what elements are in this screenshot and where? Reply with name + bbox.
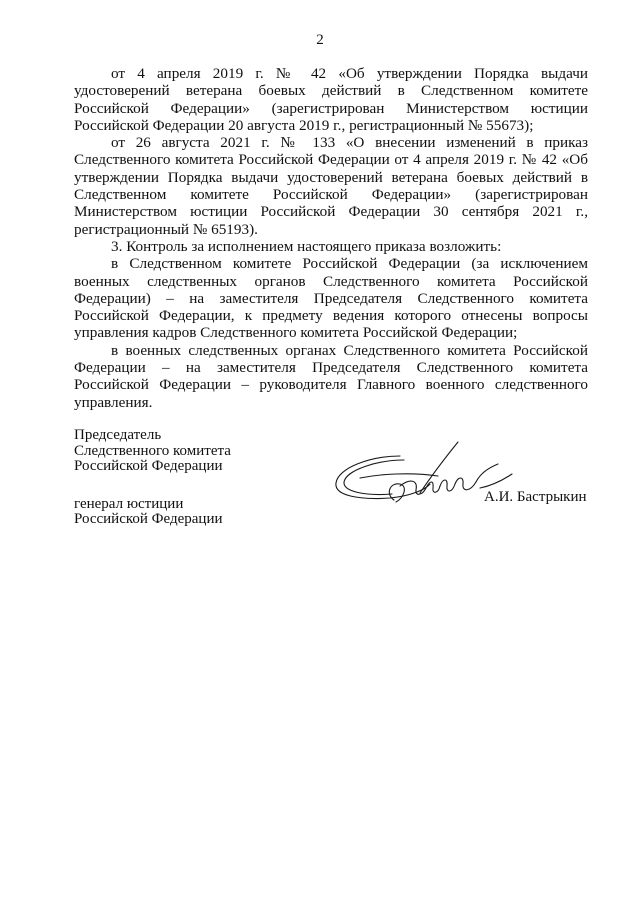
signatory-position: Российской Федерации <box>74 458 223 474</box>
signatory-rank: Российской Федерации <box>74 511 223 527</box>
paragraph: в Следственном комитете Российской Федерации (за исключением военных следственных органов Следственного комитета Российской Федерации) – на заместителя Председателя Следственного комитета Российской Федерации, к предмету ведения которого отнесены вопросы управления кадров Следственного комитета Российской Федерации; <box>74 255 588 342</box>
signatory-rank: генерал юстиции <box>74 495 184 512</box>
signatory-position: Председатель <box>74 427 162 443</box>
paragraph: 3. Контроль за исполнением настоящего приказа возложить: <box>111 237 502 255</box>
document-body <box>74 65 588 411</box>
signer-name: А.И. Бастрыкин <box>484 489 587 505</box>
handwritten-signature <box>330 438 520 518</box>
page-number: 2 <box>316 32 324 48</box>
paragraph: от 4 апреля 2019 г. № 42 «Об утверждении Порядка выдачи удостоверений ветерана боевых действий в Следственном комитете Российской Федерации» (зарегистрирован Министерством юстиции Российской Федерации 20 августа 2019 г., регистрационный № 55673); <box>74 65 588 134</box>
paragraph: в военных следственных органах Следственного комитета Российской Федерации – на заместителя Председателя Следственного комитета Российской Федерации – руководителя Главного военного следственного управления. <box>74 341 588 411</box>
paragraph: от 26 августа 2021 г. № 133 «О внесении изменений в приказ Следственного комитета Российской Федерации от 4 апреля 2019 г. № 42 «Об утверждении Порядка выдачи удостоверений ветерана боевых действий в Следственном комитете Российской Федерации» (зарегистрирован Министерством юстиции Российской Федерации 30 сентября 2021 г., регистрационный № 65193). <box>74 134 588 238</box>
signatory-position: Следственного комитета <box>74 442 231 459</box>
signatory-title-block <box>74 428 231 528</box>
